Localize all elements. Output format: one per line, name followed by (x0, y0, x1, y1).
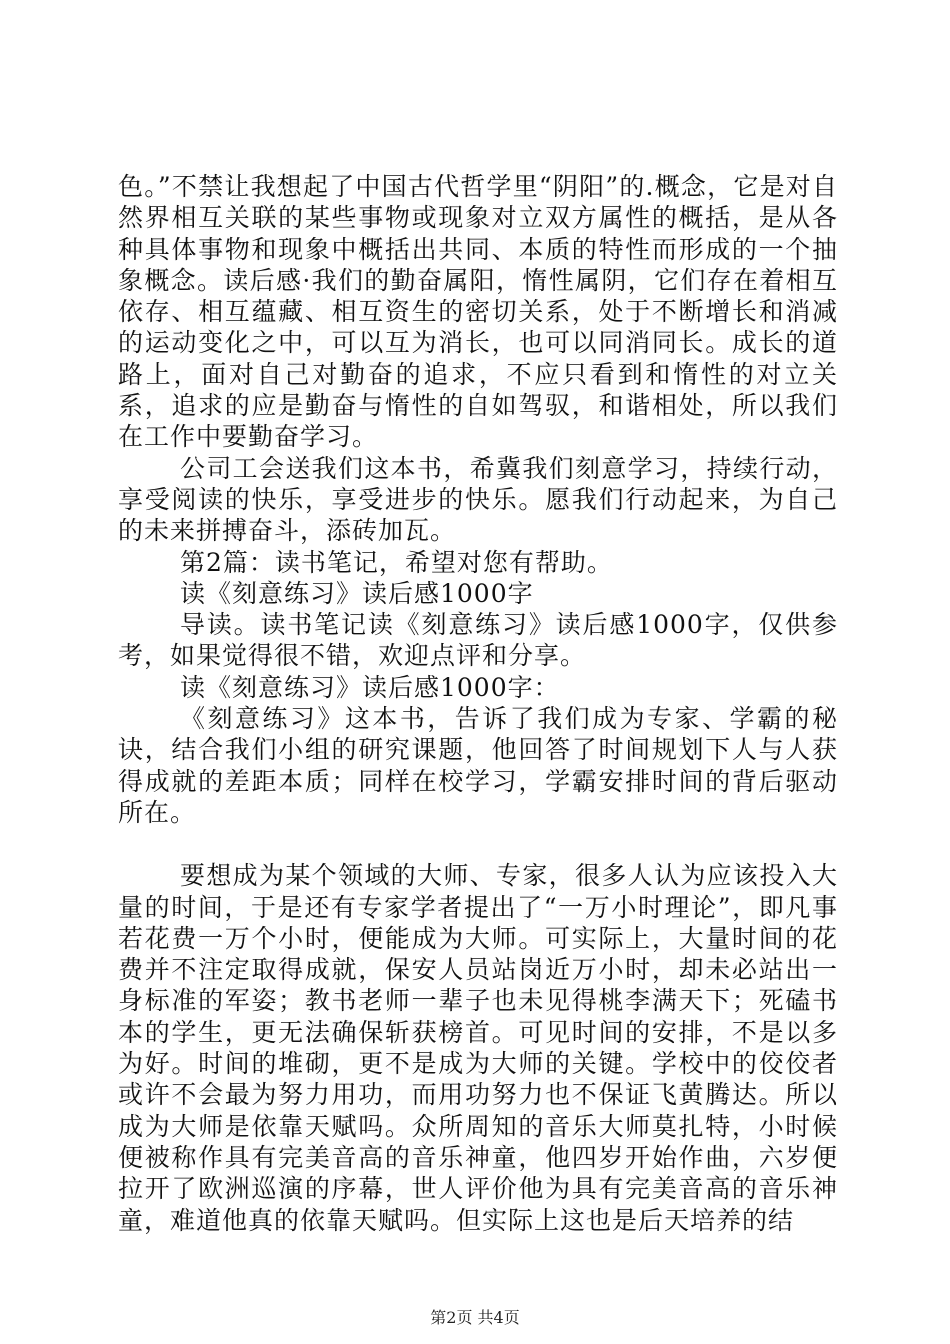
paragraph-6: 读《刻意练习》读后感1000字： (180, 672, 560, 702)
paragraph-1: 色。”不禁让我想起了中国古代哲学里“阴阳”的.概念，它是对自然界相互关联的某些事物或现象对立双方属性的概括，是从各种具体事物和现象中概括出共同、本质的特性而形成的一个抽象概念。读后感·我们的勤奋属阳，惰性属阴，它们存在着相互依存、相互蕴藏、相互资生的密切关系，处于不断增长和消减的运动变化之中，可以互为消长，也可以同消同长。成长的道路上，面对自己对勤奋的追求，不应只看到和惰性的对立关系，追求的应是勤奋与惰性的自如驾驭，和谐相处，所以我们在工作中要勤奋学习。 (118, 172, 838, 452)
paragraph-3: 第2篇：读书笔记，希望对您有帮助。 (180, 547, 613, 577)
paragraph-5: 导读。读书笔记读《刻意练习》读后感1000字，仅供参考，如果觉得很不错，欢迎点评和分享。 (118, 610, 838, 671)
paragraph-7: 《刻意练习》这本书，告诉了我们成为专家、学霸的秘诀，结合我们小组的研究课题，他回答了时间规划下人与人获得成就的差距本质；同样在校学习，学霸安排时间的背后驱动所在。 (118, 704, 838, 827)
paragraph-2: 公司工会送我们这本书，希冀我们刻意学习，持续行动，享受阅读的快乐，享受进步的快乐。愿我们行动起来，为自己的未来拼搏奋斗，添砖加瓦。 (118, 453, 838, 546)
paragraph-8: 要想成为某个领域的大师、专家，很多人认为应该投入大量的时间，于是还有专家学者提出了“一万小时理论”，即凡事若花费一万个小时，便能成为大师。可实际上，大量时间的花费并不注定取得成就，保安人员站岗近万小时，却未必站出一身标准的军姿；教书老师一辈子也未见得桃李满天下；死磕书本的学生，更无法确保斩获榜首。可见时间的安排，不是以多为好。时间的堆砌，更不是成为大师的关键。学校中的佼佼者或许不会最为努力用功，而用功努力也不保证飞黄腾达。所以成为大师是依靠天赋吗。众所周知的音乐大师莫扎特，小时候便被称作具有完美音高的音乐神童，他四岁开始作曲，六岁便拉开了欧洲巡演的序幕，世人评价他为具有完美音高的音乐神童，难道他真的依靠天赋吗。但实际上这也是后天培养的结 (118, 861, 838, 1235)
body-text (118, 171, 838, 1236)
page-footer: 第2页 共4页 (430, 1308, 520, 1327)
paragraph-4: 读《刻意练习》读后感1000字 (180, 578, 534, 608)
